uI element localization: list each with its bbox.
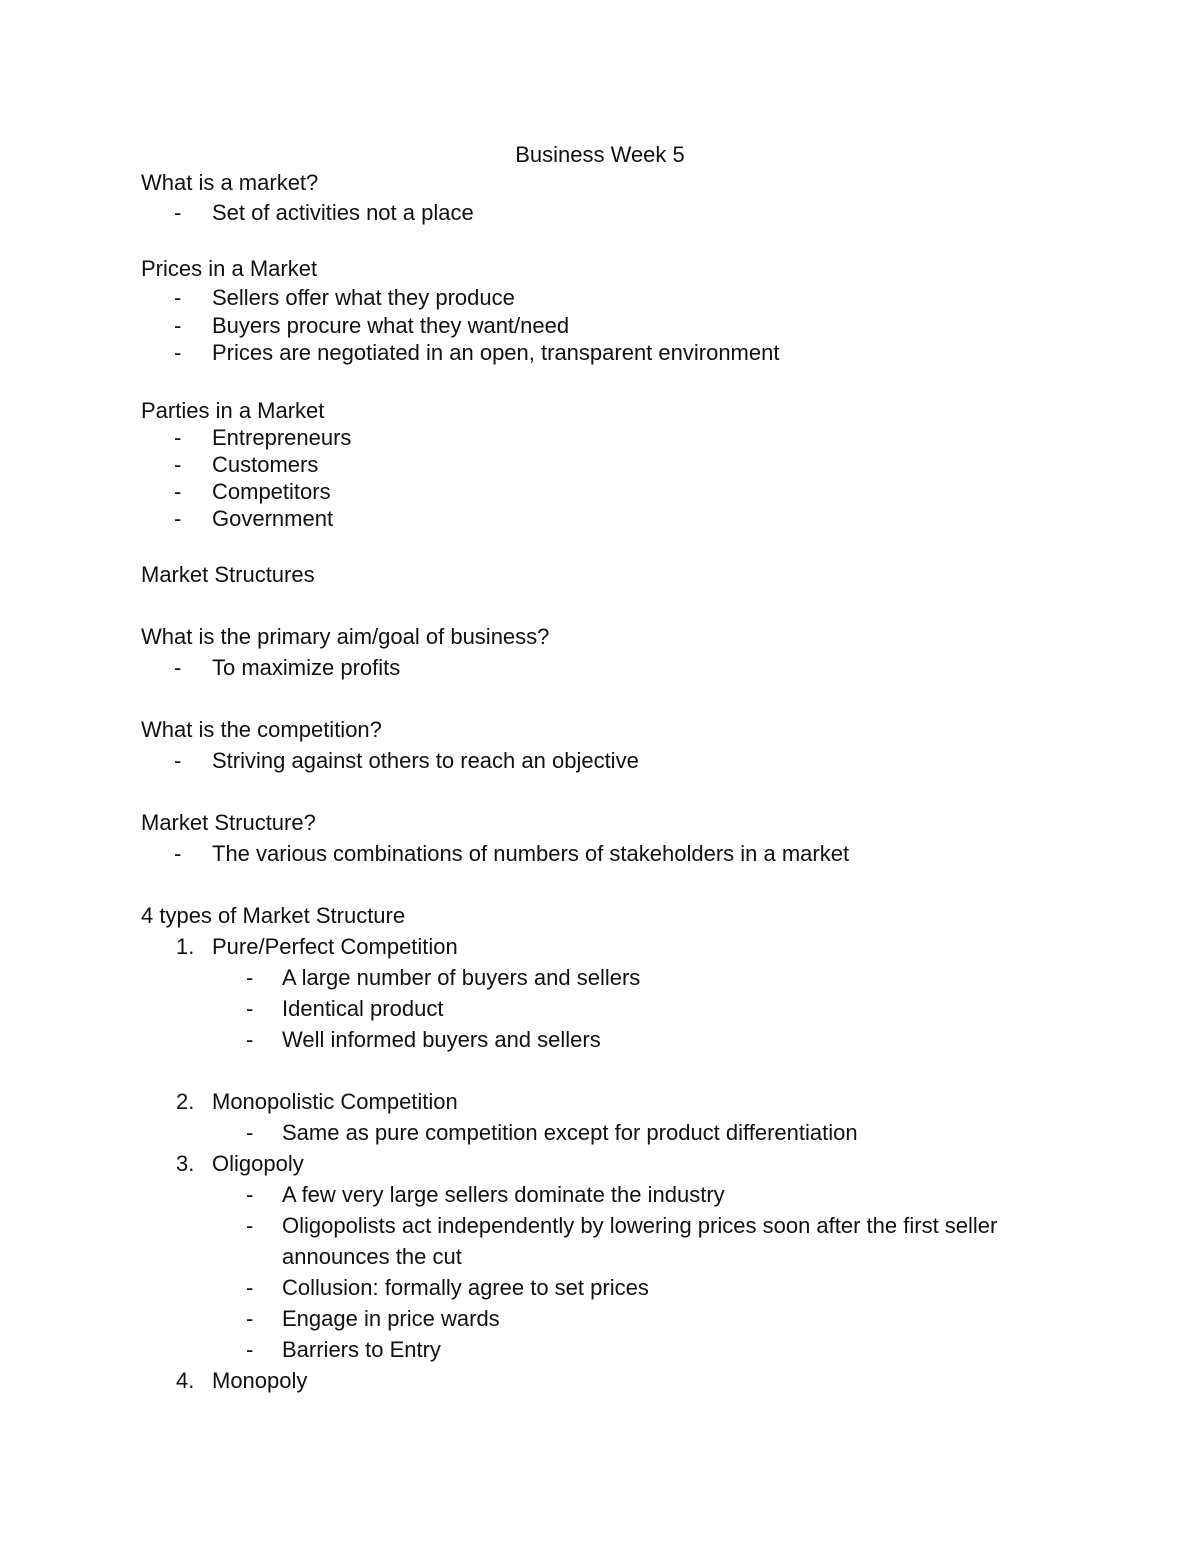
bullet-dash: - xyxy=(246,1213,254,1238)
list-item: The various combinations of numbers of stakeholders in a market xyxy=(212,841,850,866)
bullet-dash: - xyxy=(174,285,182,310)
list-item: Same as pure competition except for product differentiation xyxy=(282,1120,858,1145)
list-number: 3. xyxy=(176,1151,195,1176)
list-item: Engage in price wards xyxy=(282,1306,500,1331)
bullet-dash: - xyxy=(246,996,254,1021)
bullet-dash: - xyxy=(246,1337,254,1362)
bullet-dash: - xyxy=(246,965,254,990)
list-item: Collusion: formally agree to set prices xyxy=(282,1275,649,1300)
list-item: Competitors xyxy=(212,479,331,504)
list-item: Customers xyxy=(212,452,319,477)
type-name: Monopolistic Competition xyxy=(212,1089,458,1114)
bullet-dash: - xyxy=(174,841,182,866)
list-number: 2. xyxy=(176,1089,195,1114)
list-item: Set of activities not a place xyxy=(212,200,474,225)
bullet-dash: - xyxy=(174,479,182,504)
heading-four-types: 4 types of Market Structure xyxy=(141,903,406,928)
bullet-dash: - xyxy=(246,1306,254,1331)
heading-what-is-market: What is a market? xyxy=(141,170,319,195)
list-item: Prices are negotiated in an open, transparent environment xyxy=(212,340,780,365)
bullet-dash: - xyxy=(174,748,182,773)
heading-market-structures: Market Structures xyxy=(141,562,315,587)
list-number: 4. xyxy=(176,1368,195,1393)
list-item: A few very large sellers dominate the industry xyxy=(282,1182,725,1207)
list-item: Identical product xyxy=(282,996,444,1021)
bullet-dash: - xyxy=(246,1027,254,1052)
list-item-continuation: announces the cut xyxy=(282,1244,462,1269)
list-item: A large number of buyers and sellers xyxy=(282,965,641,990)
document-title: Business Week 5 xyxy=(515,142,685,167)
list-item: Striving against others to reach an objective xyxy=(212,748,639,773)
list-number: 1. xyxy=(176,934,195,959)
heading-primary-aim: What is the primary aim/goal of business? xyxy=(141,624,550,649)
heading-parties: Parties in a Market xyxy=(141,398,325,423)
type-name: Oligopoly xyxy=(212,1151,304,1176)
bullet-dash: - xyxy=(174,425,182,450)
list-item: Entrepreneurs xyxy=(212,425,352,450)
bullet-dash: - xyxy=(246,1120,254,1145)
bullet-dash: - xyxy=(174,655,182,680)
bullet-dash: - xyxy=(246,1275,254,1300)
type-name: Monopoly xyxy=(212,1368,308,1393)
list-item: Sellers offer what they produce xyxy=(212,285,515,310)
bullet-dash: - xyxy=(174,506,182,531)
heading-prices: Prices in a Market xyxy=(141,256,318,281)
bullet-dash: - xyxy=(174,452,182,477)
type-name: Pure/Perfect Competition xyxy=(212,934,458,959)
heading-competition: What is the competition? xyxy=(141,717,382,742)
list-item: Government xyxy=(212,506,334,531)
list-item: To maximize profits xyxy=(212,655,401,680)
list-item: Oligopolists act independently by lowering prices soon after the first seller xyxy=(282,1213,998,1238)
list-item: Well informed buyers and sellers xyxy=(282,1027,601,1052)
list-item: Barriers to Entry xyxy=(282,1337,441,1362)
bullet-dash: - xyxy=(174,313,182,338)
list-item: Buyers procure what they want/need xyxy=(212,313,570,338)
heading-market-structure-q: Market Structure? xyxy=(141,810,316,835)
bullet-dash: - xyxy=(174,340,182,365)
bullet-dash: - xyxy=(174,200,182,225)
bullet-dash: - xyxy=(246,1182,254,1207)
